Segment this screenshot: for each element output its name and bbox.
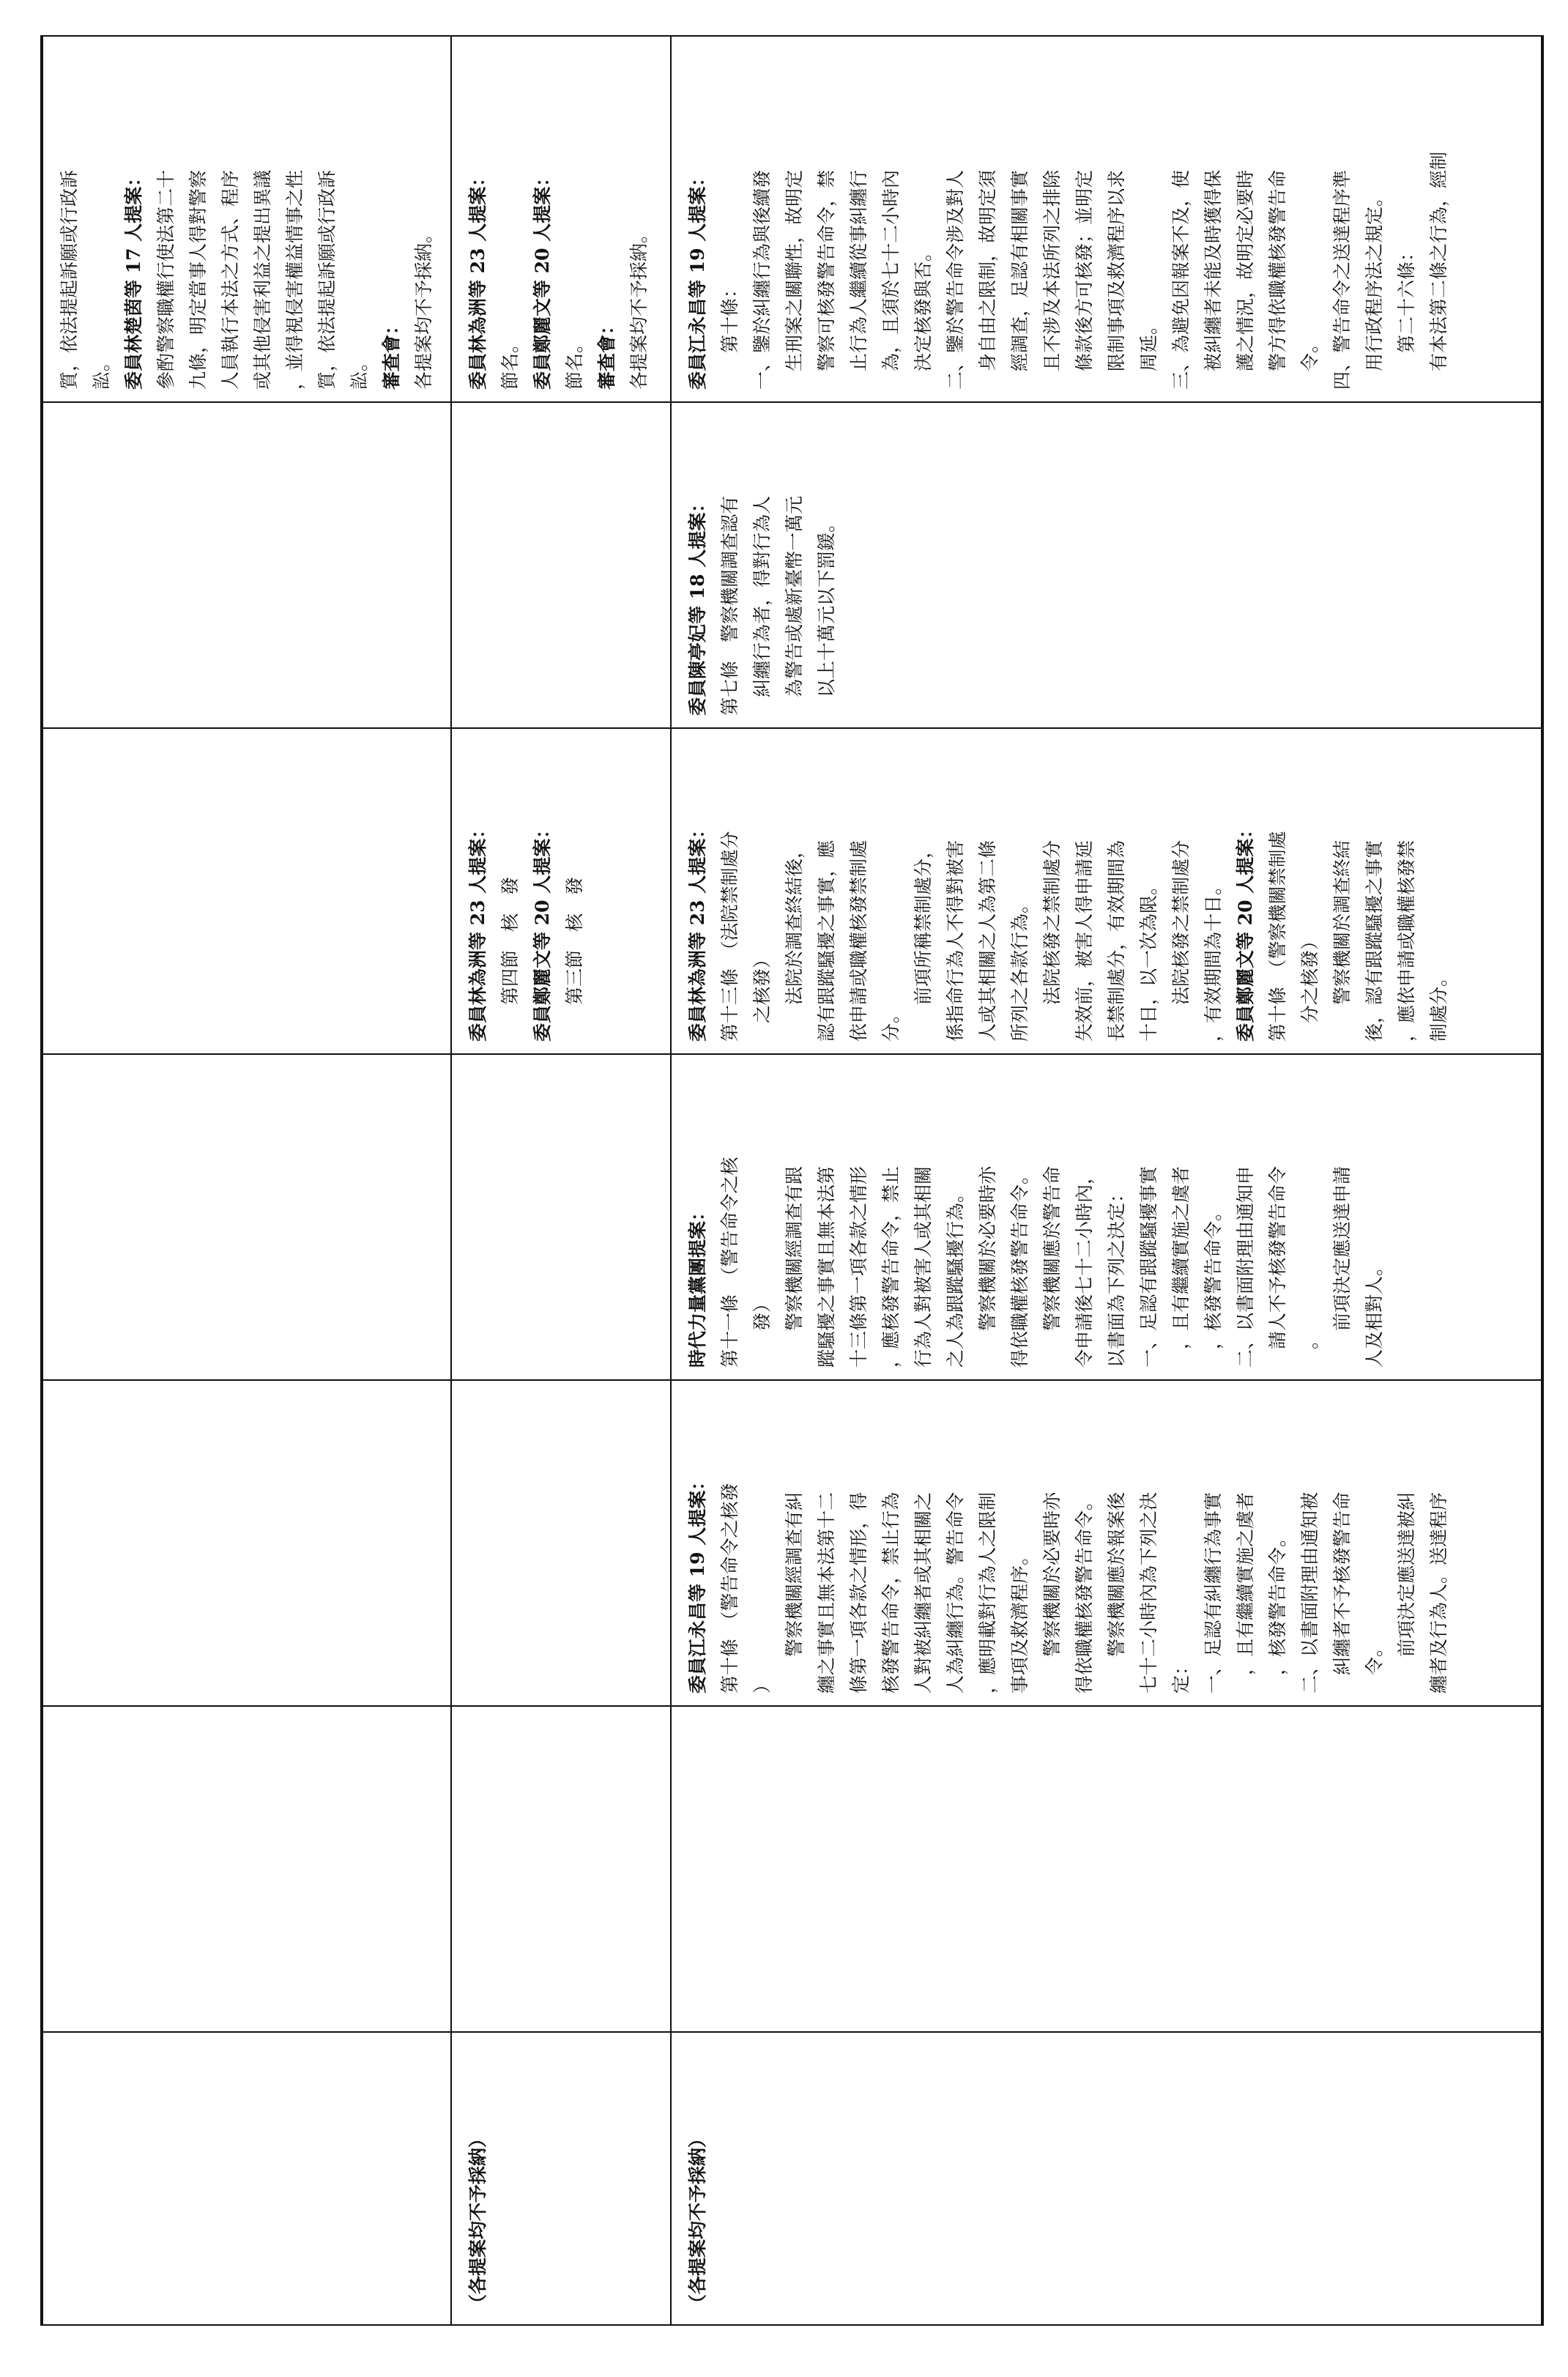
text-line: 質，依法提起訴願或行政訴 xyxy=(59,169,80,390)
text-line: 事項及救濟程序。 xyxy=(1009,1546,1030,1694)
table-body xyxy=(42,36,1542,2325)
proposal-heading: （各提案均不予採納） xyxy=(687,2129,708,2313)
text-line: 第十一條 （警告命令之核 xyxy=(719,1157,740,1368)
text-line: 之核發） xyxy=(751,949,773,1042)
text-line: 警察機關應於報案後 xyxy=(1106,1491,1127,1694)
table-cell xyxy=(671,728,1542,1054)
table-cell xyxy=(42,1054,451,1380)
text-line: 各提案均不予採納。 xyxy=(413,224,434,390)
text-line: 發） xyxy=(751,1294,773,1368)
text-line: 十日，以一次為限。 xyxy=(1138,876,1159,1042)
proposal-heading: 委員江永昌等 19 人提案： xyxy=(687,168,708,390)
text-line: 制處分。 xyxy=(1428,968,1449,1042)
text-line: 前項決定應送達被糾 xyxy=(1396,1491,1417,1694)
text-line: 糾纏行為者，得對行為人 xyxy=(751,495,773,716)
text-line: 長禁制處分，有效期間為 xyxy=(1106,839,1127,1042)
text-line: 依申請或職權核發禁制處 xyxy=(848,839,869,1042)
text-line: 第十條 （警察機關禁制處 xyxy=(1267,831,1288,1042)
text-line: 警察機關於必要時亦 xyxy=(977,1165,998,1368)
text-line: 第七條 警察機關調查認有 xyxy=(719,495,740,716)
text-line: 用行政程序法之規定。 xyxy=(1364,188,1385,390)
table-cell xyxy=(42,1380,451,1706)
text-line: 護之情況，故明定必要時 xyxy=(1235,169,1256,390)
text-line: 限制事項及救濟程序以求 xyxy=(1106,169,1127,390)
text-line: 行為人對被害人或其相關 xyxy=(913,1165,934,1368)
text-line: ，且有繼續實施之虞者 xyxy=(1235,1491,1256,1694)
proposal-heading: 委員林為洲等 23 人提案： xyxy=(467,168,488,390)
text-line: 警察機關於必要時亦 xyxy=(1041,1491,1063,1694)
text-line: 纏者及行為人。送達程序 xyxy=(1428,1491,1449,1694)
text-line: 質，依法提起訴願或行政訴 xyxy=(316,169,338,390)
text-line: 係指命行為人不得對被害 xyxy=(945,839,966,1042)
table-cell xyxy=(671,36,1542,402)
text-line: ） xyxy=(751,1675,773,1694)
text-line: 人對被糾纏者或其相關之 xyxy=(913,1491,934,1694)
text-line: 被糾纏者未能及時獲得保 xyxy=(1203,169,1224,390)
table-row xyxy=(451,36,671,2325)
text-line: ，應核發警告命令，禁止 xyxy=(880,1165,902,1368)
text-line: 二、以書面附理由通知被 xyxy=(1299,1491,1320,1694)
comparison-table xyxy=(40,35,1544,2326)
text-line: ，核發警告命令。 xyxy=(1203,1202,1224,1368)
text-line: 得依職權核發警告命令。 xyxy=(1009,1165,1030,1368)
text-line: 為，且須於七十二小時內 xyxy=(880,169,902,390)
text-line: 認有跟蹤騷擾之事實，應 xyxy=(816,839,837,1042)
text-line: 法院於調查終結後， xyxy=(784,839,805,1042)
text-line: 分。 xyxy=(880,1004,902,1042)
text-line: 生刑案之關聯性，故明定 xyxy=(784,169,805,390)
text-line: 核發警告命令，禁止行為 xyxy=(880,1491,902,1694)
proposal-heading: 委員林為洲等 23 人提案： xyxy=(687,820,708,1042)
text-line: 第四節 核 發 xyxy=(499,876,521,1042)
table-row xyxy=(671,36,1542,2325)
text-line: 纏之事實且無本法第十二 xyxy=(816,1491,837,1694)
text-line: 條第一項各款之情形，得 xyxy=(848,1491,869,1694)
text-line: 七十二小時內為下列之決 xyxy=(1138,1491,1159,1694)
text-line: 三、為避免因報案不及，使 xyxy=(1170,169,1192,390)
proposal-heading: 委員林楚茵等 17 人提案： xyxy=(123,168,144,390)
text-line: 周延。 xyxy=(1138,316,1159,390)
text-line: 令。 xyxy=(1299,334,1320,390)
text-line: 四、警告命令之送達程序準 xyxy=(1331,169,1353,390)
text-line: 訟。 xyxy=(91,352,112,390)
text-line: 二、以書面附理由通知申 xyxy=(1235,1165,1256,1368)
proposal-heading: 委員林為洲等 23 人提案： xyxy=(467,820,488,1042)
text-line: 一、足認有糾纏行為事實 xyxy=(1203,1491,1224,1694)
proposal-heading: （各提案均不予採納） xyxy=(467,2129,488,2313)
text-line: 前項決定應送達申請 xyxy=(1331,1165,1353,1368)
text-line: 人員執行本法之方式、程序 xyxy=(220,169,241,390)
table-cell xyxy=(451,1054,671,1380)
table-cell xyxy=(671,1706,1542,2032)
table-cell xyxy=(671,1380,1542,1706)
table-row xyxy=(42,36,451,2325)
text-line: 警方得依職權核發警告命 xyxy=(1267,169,1288,390)
text-line: 條款後方可核發；並明定 xyxy=(1074,169,1095,390)
text-line: 警察機關經調查有跟 xyxy=(784,1165,805,1368)
table-cell xyxy=(42,728,451,1054)
text-line: 警察機關應於警告命 xyxy=(1041,1165,1063,1368)
text-line: 以上十萬元以下罰鍰。 xyxy=(816,513,837,716)
text-line: 令。 xyxy=(1364,1638,1385,1694)
text-line: 且不涉及本法所列之排除 xyxy=(1041,169,1063,390)
text-line: 九條，明定當事人得對警察 xyxy=(187,169,209,390)
table-cell xyxy=(42,36,451,402)
text-line: 參酌警察職權行使法第二十 xyxy=(155,169,177,390)
table-cell xyxy=(451,2032,671,2325)
text-line: 十三條第一項各款之情形 xyxy=(848,1165,869,1368)
table-cell xyxy=(671,1054,1542,1380)
text-line: 一、鑒於糾纏行為與後續發 xyxy=(751,169,773,390)
text-line: 人或其相關之人為第二條 xyxy=(977,839,998,1042)
text-line: 第十三條 （法院禁制處分 xyxy=(719,831,740,1042)
text-line: ，應依申請或職權核發禁 xyxy=(1396,839,1417,1042)
text-line: 第十條： xyxy=(719,279,740,390)
proposal-heading: 委員鄭麗文等 20 人提案： xyxy=(532,168,553,390)
table-cell xyxy=(451,1706,671,2032)
proposal-heading: 審查會： xyxy=(381,316,402,390)
table-cell xyxy=(451,1380,671,1706)
text-line: 第二十六條： xyxy=(1396,242,1417,390)
proposal-heading: 委員鄭麗文等 20 人提案： xyxy=(532,820,553,1042)
text-line: 第十條 （警告命令之核發 xyxy=(719,1483,740,1694)
text-line: 。 xyxy=(1299,1330,1320,1368)
text-line: 定： xyxy=(1170,1656,1192,1694)
text-line: 之人為跟蹤騷擾行為。 xyxy=(945,1184,966,1368)
proposal-heading: 審查會： xyxy=(596,316,617,390)
text-line: 各提案均不予採納。 xyxy=(628,224,650,390)
proposal-heading: 時代力量黨團提案： xyxy=(687,1202,708,1368)
table-cell xyxy=(451,36,671,402)
text-line: 人為糾纏行為。警告命令 xyxy=(945,1491,966,1694)
text-line: 經調查，足認有相關事實 xyxy=(1009,169,1030,390)
text-line: 節名。 xyxy=(499,334,521,390)
text-line: 警察機關經調查有糾 xyxy=(784,1491,805,1694)
text-line: 身自由之限制，故明定須 xyxy=(977,169,998,390)
table-cell xyxy=(42,1706,451,2032)
table-cell xyxy=(42,2032,451,2325)
text-line: 得依職權核發警告命令。 xyxy=(1074,1491,1095,1694)
text-line: 分之核發） xyxy=(1299,931,1320,1042)
text-line: 止行為人繼續從事糾纏行 xyxy=(848,169,869,390)
text-line: ，核發警告命令。 xyxy=(1267,1528,1288,1694)
text-line: 前項所稱禁制處分， xyxy=(913,839,934,1042)
text-line: 二、鑒於警告命令涉及對人 xyxy=(945,169,966,390)
text-line: 訟。 xyxy=(349,352,370,390)
text-line: ，且有繼續實施之虞者 xyxy=(1170,1165,1192,1368)
table-cell xyxy=(451,728,671,1054)
text-line: 令申請後七十二小時內， xyxy=(1074,1165,1095,1368)
text-line: 人及相對人。 xyxy=(1364,1257,1385,1368)
text-line: 法院核發之禁制處分 xyxy=(1170,839,1192,1042)
table-cell xyxy=(671,402,1542,728)
table-cell xyxy=(671,2032,1542,2325)
text-line: 失效前，被害人得申請延 xyxy=(1074,839,1095,1042)
proposal-heading: 委員陳亭妃等 18 人提案： xyxy=(687,494,708,716)
text-line: 或其他侵害利益之提出異議 xyxy=(252,169,273,390)
text-line: 蹤騷擾之事實且無本法第 xyxy=(816,1165,837,1368)
text-line: ，應明載對行為人之限制 xyxy=(977,1491,998,1694)
text-line: 第三節 核 發 xyxy=(564,876,585,1042)
text-line: ，有效期間為十日。 xyxy=(1203,876,1224,1042)
table-cell xyxy=(451,402,671,728)
text-line: 法院核發之禁制處分 xyxy=(1041,839,1063,1042)
text-line: 為警告或處新臺幣一萬元 xyxy=(784,495,805,716)
text-line: 決定核發與否。 xyxy=(913,242,934,390)
text-line: 糾纏者不予核發警告命 xyxy=(1331,1491,1353,1694)
table-cell xyxy=(42,402,451,728)
text-line: 節名。 xyxy=(564,334,585,390)
text-line: 所列之各款行為。 xyxy=(1009,894,1030,1042)
text-line: 請人不予核發警告命令 xyxy=(1267,1165,1288,1368)
proposal-heading: 委員鄭麗文等 20 人提案： xyxy=(1235,820,1256,1042)
text-line: 一、足認有跟蹤騷擾事實 xyxy=(1138,1165,1159,1368)
text-line: 警察可核發警告命令，禁 xyxy=(816,169,837,390)
text-line: ，並得視侵害權益情事之性 xyxy=(284,169,305,390)
text-line: 有本法第二條之行為，經制 xyxy=(1428,151,1449,390)
proposal-heading: 委員江永昌等 19 人提案： xyxy=(687,1472,708,1694)
text-line: 以書面為下列之決定： xyxy=(1106,1184,1127,1368)
text-line: 警察機關於調查終結 xyxy=(1331,839,1353,1042)
text-line: 後，認有跟蹤騷擾之事實 xyxy=(1364,839,1385,1042)
